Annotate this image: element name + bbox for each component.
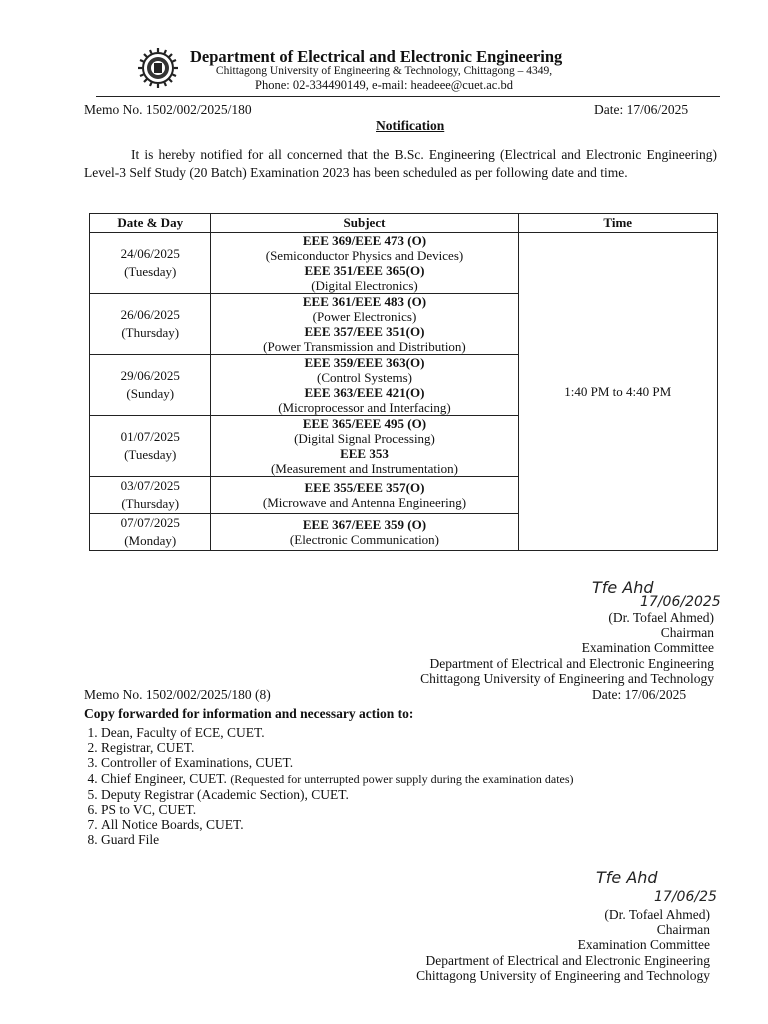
recipient-text: Guard File: [101, 832, 160, 848]
memo-date: Date: 17/06/2025: [594, 102, 689, 117]
recipient-text: Controller of Examinations, CUET.: [101, 755, 294, 771]
exam-day: (Sunday): [126, 386, 175, 401]
subject-name: (Microwave and Antenna Engineering): [262, 495, 467, 510]
signatory-university-2: Chittagong University of Engineering and Technology: [416, 967, 710, 983]
exam-day: (Tuesday): [124, 264, 177, 279]
signature-date: 17/06/2025: [640, 594, 721, 610]
exam-time: 1:40 PM to 4:40 PM: [518, 233, 718, 551]
signature-scribble: Tfe Ahd: [592, 578, 654, 597]
subject-name: (Digital Signal Processing): [294, 431, 435, 446]
memo-number: Memo No. 1502/002/2025/180: [84, 102, 252, 117]
recipient-note: (Requested for unterrupted power supply during the examination dates): [230, 771, 574, 786]
signatory-department-2: Department of Electrical and Electronic Engineering: [425, 952, 710, 968]
list-item: [101, 771, 574, 787]
signatory-committee: Examination Committee: [581, 640, 714, 656]
subject-cell: [211, 477, 518, 514]
signature-scribble-2: Tfe Ahd: [596, 868, 658, 887]
subject-cell: [211, 514, 518, 551]
table-header-row: [90, 214, 718, 233]
contact-line: Phone: 02-334490149, e-mail: headeee@cuet.ac.bd: [255, 78, 513, 92]
subject-cell: [211, 416, 518, 477]
copy-memo-number: Memo No. 1502/002/2025/180 (8): [84, 687, 271, 702]
list-item: [101, 725, 574, 740]
signatory-name: (Dr. Tofael Ahmed): [608, 610, 714, 625]
signatory-university: Chittagong University of Engineering and Technology: [420, 670, 714, 686]
recipient-text: PS to VC, CUET.: [101, 802, 197, 818]
list-item: [101, 817, 574, 832]
exam-day: (Thursday): [121, 325, 180, 340]
recipient-text: Dean, Faculty of ECE, CUET.: [101, 725, 265, 740]
subject-name: (Power Electronics): [312, 309, 417, 324]
list-item: [101, 740, 574, 755]
department-title: Department of Electrical and Electronic Engineering: [190, 47, 563, 66]
notification-title: Notification: [376, 118, 445, 133]
subject-code: EEE 365/EEE 495 (O): [302, 416, 427, 431]
exam-date: 29/06/2025: [120, 368, 180, 383]
subject-cell: [211, 355, 518, 416]
subject-name: (Microprocessor and Interfacing): [278, 400, 451, 415]
signature-block: [420, 610, 714, 686]
subject-name: (Control Systems): [316, 370, 412, 385]
subject-code: EEE 367/EEE 359 (O): [302, 517, 427, 532]
copy-forwarded-title: Copy forwarded for information and necessary action to:: [84, 706, 414, 721]
recipient-text: Registrar, CUET.: [101, 740, 195, 756]
date-cell: [90, 294, 211, 355]
header-subject: Subject: [211, 214, 518, 233]
table-row: [90, 233, 718, 294]
copy-memo-date: Date: 17/06/2025: [592, 687, 687, 702]
subject-name: (Power Transmission and Distribution): [263, 339, 466, 354]
subject-code: EEE 353: [340, 446, 389, 461]
subject-name: (Digital Electronics): [311, 278, 418, 293]
date-cell: [90, 477, 211, 514]
subject-name: (Semiconductor Physics and Devices): [265, 248, 464, 263]
university-address: Chittagong University of Engineering & Technology, Chittagong – 4349,: [215, 65, 553, 77]
date-cell: [90, 514, 211, 551]
recipient-text: Chief Engineer, CUET.: [101, 770, 227, 786]
exam-date: 01/07/2025: [120, 429, 180, 444]
subject-cell: [211, 294, 518, 355]
date-cell: [90, 233, 211, 294]
header-date: Date & Day: [90, 214, 211, 233]
subject-cell: [211, 233, 518, 294]
exam-day: (Thursday): [121, 496, 180, 511]
subject-name: (Measurement and Instrumentation): [270, 461, 458, 476]
date-cell: [90, 355, 211, 416]
notification-body: It is hereby notified for all concerned that the B.Sc. Engineering (Electrical and Electronic Engineering) Level-3 Self Study (20 Batch) Examination 2023 has been scheduled as per following date and time.: [84, 147, 717, 180]
date-cell: [90, 416, 211, 477]
signatory-committee-2: Examination Committee: [577, 937, 710, 953]
signatory-designation: Chairman: [660, 625, 714, 641]
exam-date: 24/06/2025: [120, 246, 180, 261]
subject-code: EEE 359/EEE 363(O): [304, 355, 425, 370]
subject-name: (Electronic Communication): [289, 532, 440, 547]
signature-block-2: [416, 907, 710, 983]
exam-day: (Monday): [124, 533, 177, 548]
header-time: Time: [518, 214, 718, 233]
distribution-list: [81, 725, 574, 848]
list-item: [101, 755, 574, 770]
recipient-text: Deputy Registrar (Academic Section), CUET.: [101, 786, 349, 802]
list-item: [101, 802, 574, 817]
subject-code: EEE 351/EEE 365(O): [304, 263, 425, 278]
exam-day: (Tuesday): [124, 447, 177, 462]
exam-date: 03/07/2025: [120, 478, 180, 493]
recipient-text: All Notice Boards, CUET.: [101, 817, 244, 833]
signatory-department: Department of Electrical and Electronic Engineering: [429, 655, 714, 671]
exam-schedule-table: [89, 213, 718, 551]
header-divider: [96, 96, 720, 97]
exam-date: 26/06/2025: [120, 307, 180, 322]
subject-code: EEE 369/EEE 473 (O): [302, 233, 427, 248]
exam-date: 07/07/2025: [120, 515, 180, 530]
subject-code: EEE 357/EEE 351(O): [304, 324, 425, 339]
signatory-name-2: (Dr. Tofael Ahmed): [604, 907, 710, 922]
list-item: [101, 787, 574, 802]
subject-code: EEE 361/EEE 483 (O): [302, 294, 427, 309]
list-item: [101, 832, 574, 847]
signatory-designation-2: Chairman: [656, 922, 710, 938]
subject-code: EEE 363/EEE 421(O): [304, 385, 425, 400]
signature-date-2: 17/06/25: [654, 889, 717, 905]
subject-code: EEE 355/EEE 357(O): [304, 480, 425, 495]
